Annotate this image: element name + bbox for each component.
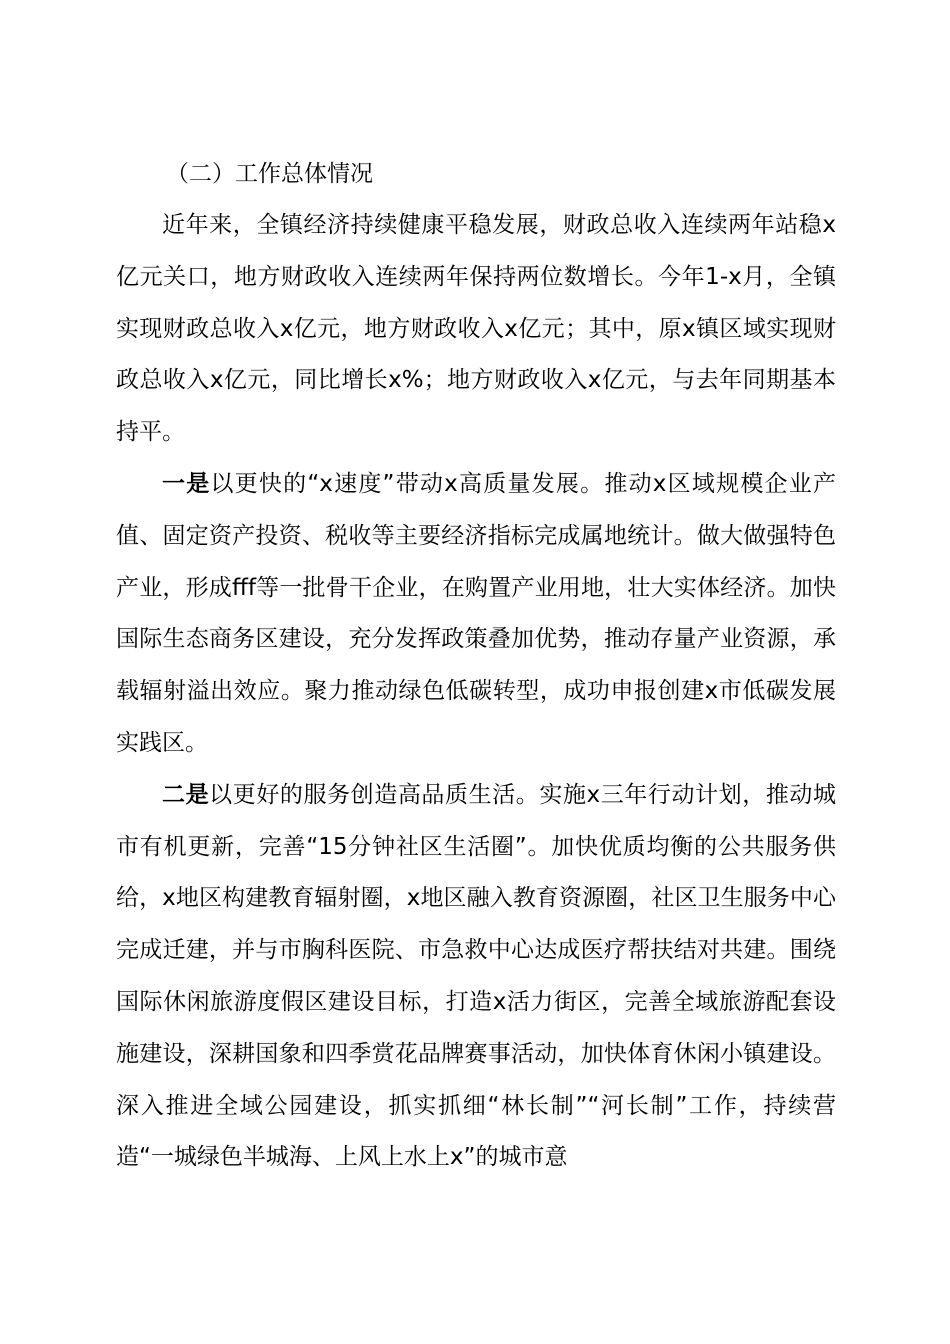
paragraph-overview: [116, 200, 836, 459]
paragraph-text: 以更快的“x速度”带动x高质量发展。推动x区域规模企业产值、固定资产投资、税收等主要经济指标完成属地统计。做大做强特色产业，形成fff等一批骨干企业，在购置产业用地，壮大实体经济。加快国际生态商务区建设，充分发挥政策叠加优势，推动存量产业资源，承载辐射溢出效应。聚力推动绿色低碳转型，成功申报创建x市低碳发展实践区。: [116, 470, 836, 756]
paragraph-point-one: [116, 459, 836, 770]
document-body: [116, 148, 836, 1184]
paragraph-point-two: [116, 770, 836, 1184]
paragraph-lead: 二是: [162, 781, 210, 808]
section-heading: （二）工作总体情况: [166, 161, 373, 187]
paragraph-text: 以更好的服务创造高品质生活。实施x三年行动计划，推动城市有机更新，完善“15分钟社区生活圈”。加快优质均衡的公共服务供给，x地区构建教育辐射圈，x地区融入教育资源圈，社区卫生服务中心完成迁建，并与市胸科医院、市急救中心达成医疗帮扶结对共建。围绕国际休闲旅游度假区建设目标，打造x活力街区，完善全域旅游配套设施建设，深耕国象和四季赏花品牌赛事活动，加快体育休闲小镇建设。深入推进全域公园建设，抓实抓细“林长制”“河长制”工作，持续营造“一城绿色半城海、上风上水上x”的城市意: [116, 781, 836, 1171]
paragraph-text: 近年来，全镇经济持续健康平稳发展，财政总收入连续两年站稳x亿元关口，地方财政收入连续两年保持两位数增长。今年1-x月，全镇实现财政总收入x亿元，地方财政收入x亿元；其中，原x镇区域实现财政总收入x亿元，同比增长x%；地方财政收入x亿元，与去年同期基本持平。: [116, 212, 836, 446]
paragraph-lead: 一是: [162, 470, 211, 497]
